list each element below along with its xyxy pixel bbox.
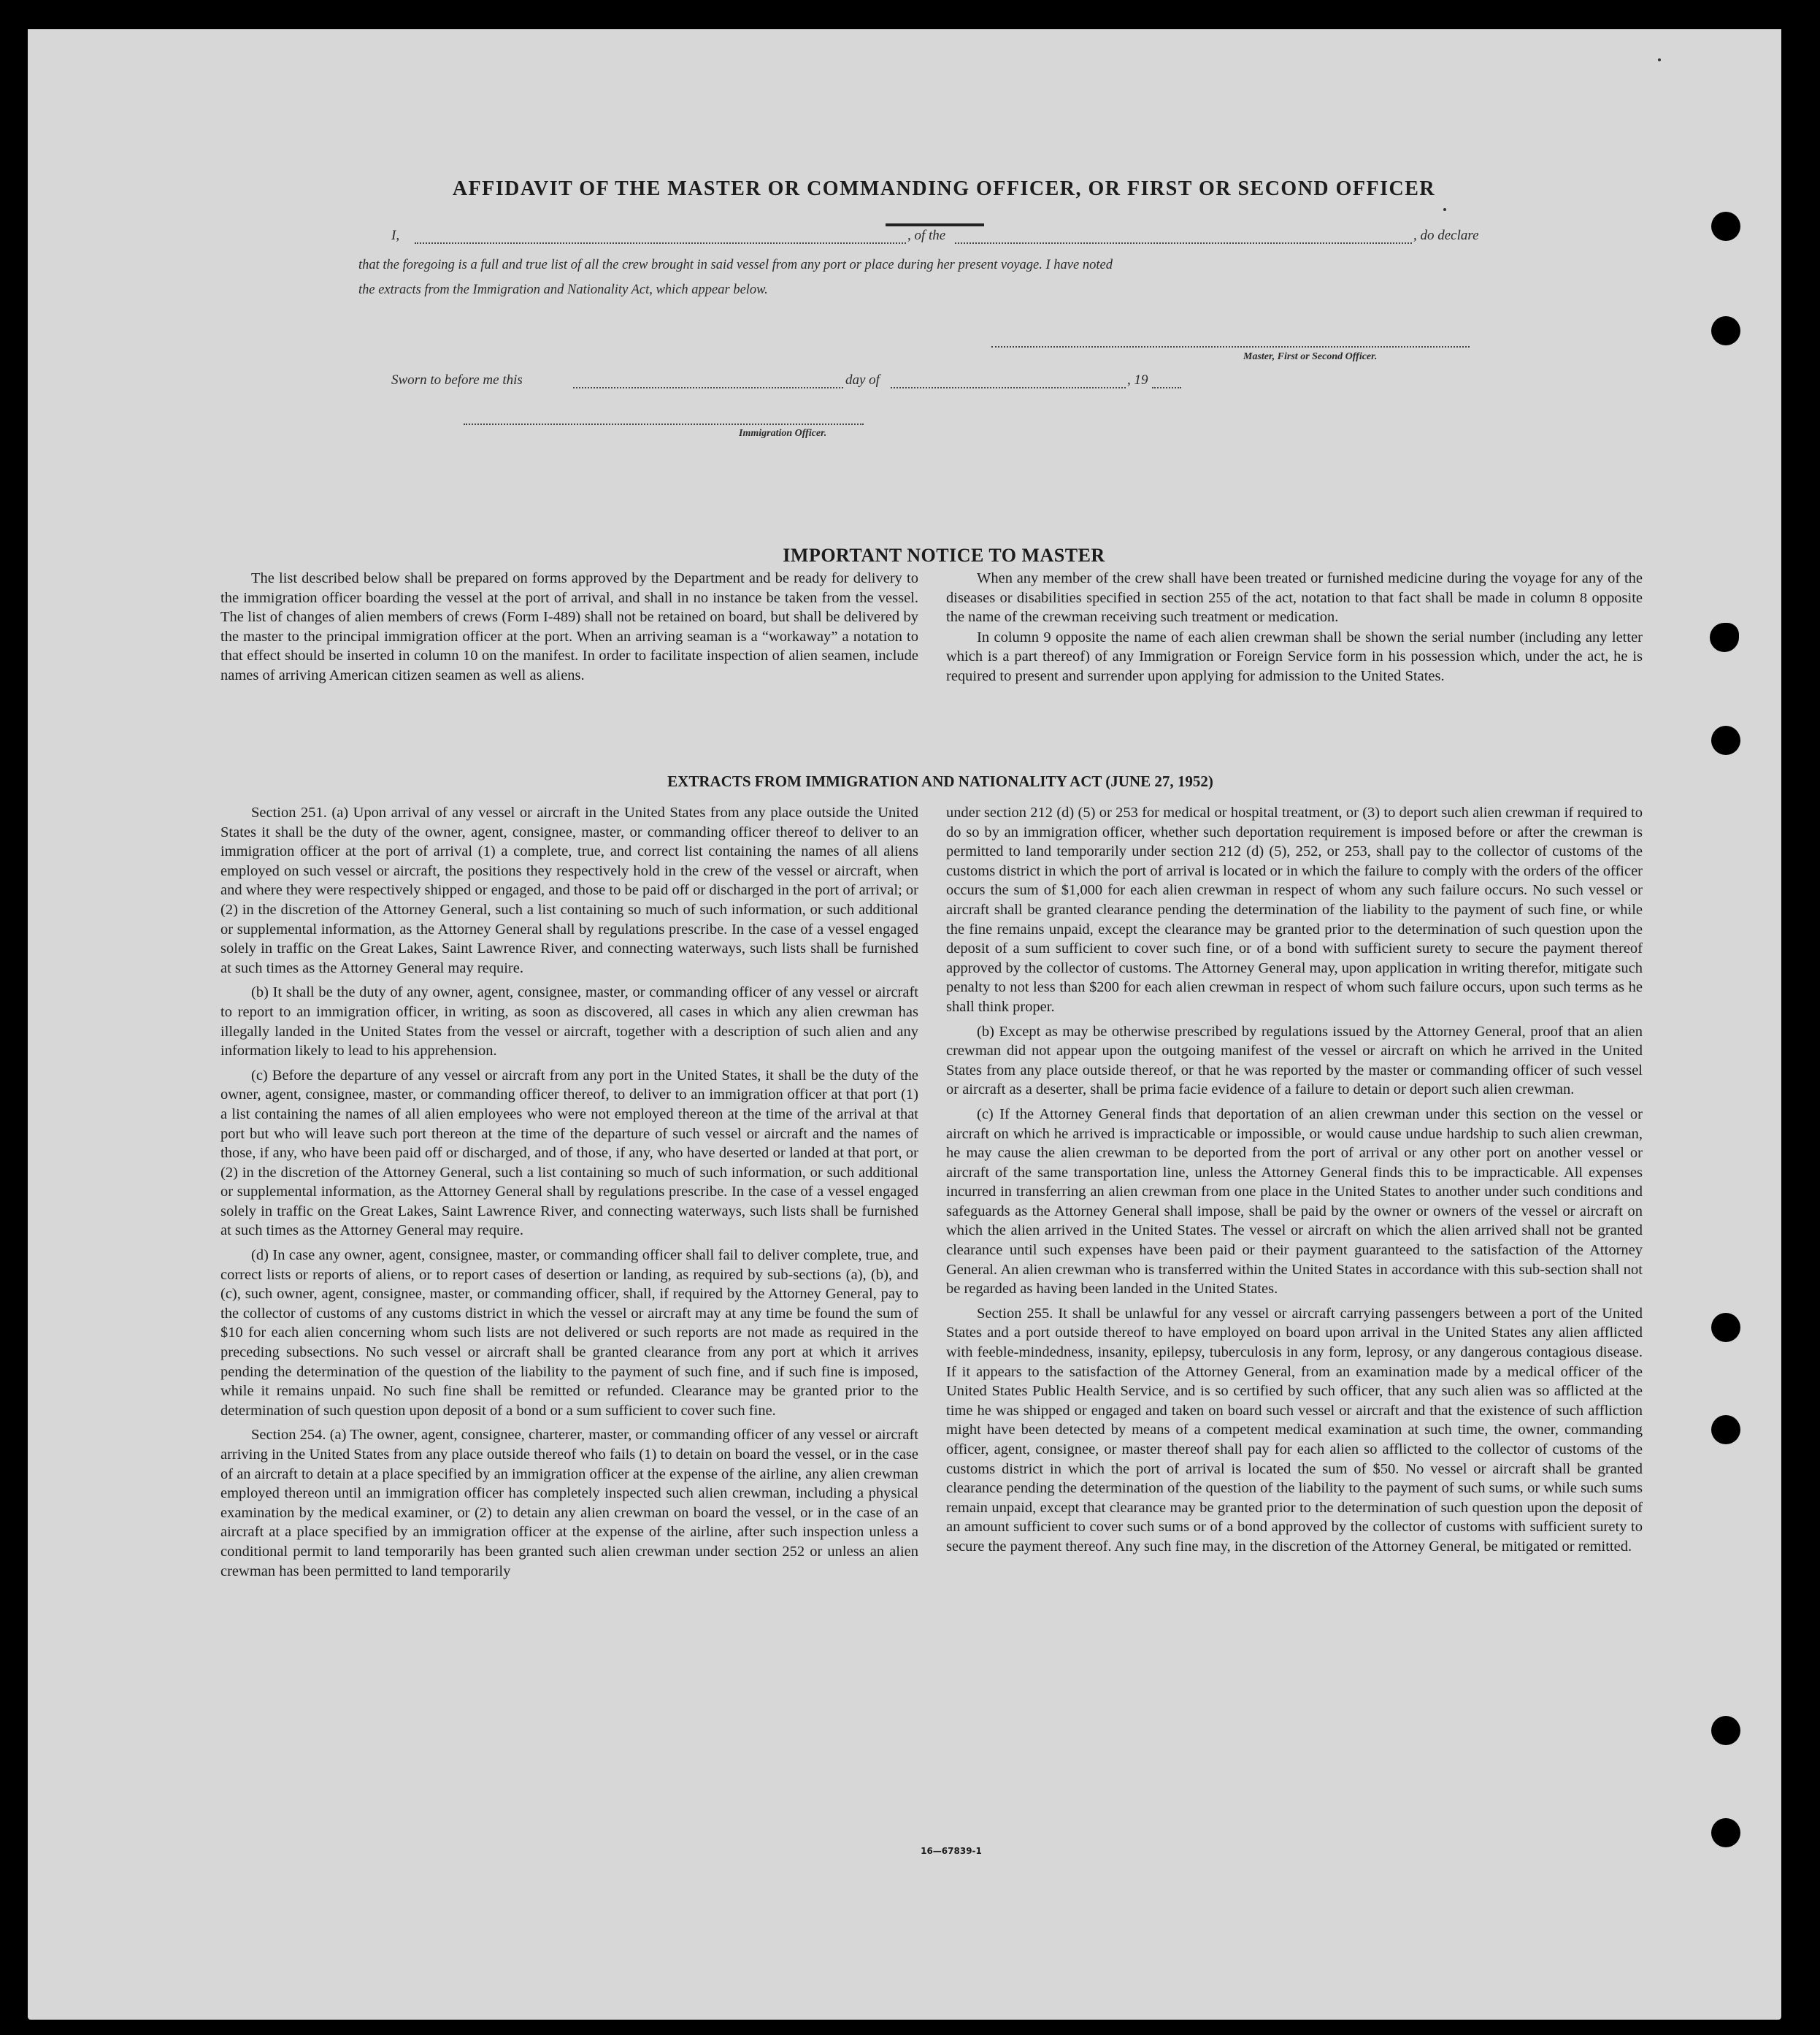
punch-hole xyxy=(1711,212,1740,241)
sworn-label: Sworn to before me this xyxy=(391,372,523,388)
master-signature-label: Master, First or Second Officer. xyxy=(1243,351,1378,362)
punch-hole xyxy=(1711,726,1740,755)
sworn-day-field[interactable] xyxy=(573,387,843,388)
section-251a: Section 251. (a) Upon arrival of any vessel or aircraft in the United States from any place outside the United States it shall be the duty of the owner, agent, consignee, master, or commanding officer thereof to deliver to an immigration officer at the port of arrival (1) a complete, true, and correct list containing the names of all aliens employed on such vessel or aircraft, the positions they respectively hold in the crew of the vessel or aircraft, when and where they were respectively shipped or engaged, and those to be paid off or discharged in the port of arrival; or (2) in the discretion of the Attorney General, such a list containing so much of such information, or such additional or supplemental information, as the Attorney General shall by regulations prescribe. In the case of a vessel engaged solely in traffic on the Great Lakes, Saint Lawrence River, and connecting waterways, such lists shall be furnished at such times as the Attorney General may require. xyxy=(220,805,918,976)
day-of-label: day of xyxy=(845,372,880,388)
title-rule xyxy=(886,223,984,226)
section-254c: (c) If the Attorney General finds that deportation of an alien crewman under this section on the vessel or aircraft on which he arrived is impracticable or impossible, or would cause undue hardship to such alien crewman, he may cause the alien crewman to be deported from the port of arrival or any other port on another vessel or aircraft of the same transportation line, unless the Attorney General finds this to be impracticable. All expenses incurred in transferring an alien crewman from one place in the United States to another under such conditions and safeguards as the Attorney General shall impose, shall be paid by the owner or owners of the vessel or aircraft on which the alien arrived in the United States. The vessel or aircraft on which the alien arrived shall not be granted clearance until such expenses have been paid or their payment guaranteed to the satisfaction of the Attorney General. An alien crewman who is transferred within the United States in accordance with this sub-section shall not be regarded as having been landed in the United States. xyxy=(946,1105,1643,1298)
section-254a-cont: under section 212 (d) (5) or 253 for medical or hospital treatment, or (3) to deport such alien crewman if required to do so by an immigration officer, whether such deportation requirement is imposed before or after the crewman is permitted to land temporarily under section 212 (d) (5), 252, or 253, shall pay to the collector of customs of the customs district in which the port of arrival is located or in which the failure to comply with the orders of the officer occurs the sum of $1,000 for each alien crewman in respect of whom any such failure occurs. No such vessel or aircraft shall be granted clearance pending the determination of the liability to the payment of such fine, or while the fine remains unpaid, except the clearance may be granted prior to the determination of such question upon the deposit of a sum sufficient to cover such fine, or of a bond with sufficient surety to secure the payment thereof approved by the collector of customs. The Attorney General may, upon application in writing therefor, mitigate such penalty to not less than $200 for each alien crewman in respect of whom such failure occurs, upon such terms as he shall think proper. xyxy=(946,805,1643,1015)
punch-hole xyxy=(1710,623,1739,652)
declarant-label: I, xyxy=(391,228,400,243)
vessel-name-field[interactable] xyxy=(955,242,1412,244)
form-number: 16—67839-1 xyxy=(921,1846,982,1856)
section-254b: (b) Except as may be otherwise prescribed by regulations issued by the Attorney General, proof that an alien crewman did not appear upon the outgoing manifest of the vessel or aircraft on which he arrived in the United States from any place outside thereof, or that he was reported by the master or commanding officer of such vessel or aircraft as a deserter, shall be prima facie evidence of a failure to detain or deport such alien crewman. xyxy=(946,1023,1643,1098)
section-254a: Section 254. (a) The owner, agent, consignee, charterer, master, or commanding officer of any vessel or aircraft arriving in the United States from any place outside thereof who fails (1) to detain on board the vessel, or in the case of an aircraft to detain at a place specified by an immigration officer at the expense of the airline, any alien crewman employed thereon until an immigration officer has completely inspected such alien crewman, including a physical examination by the medical examiner, or (2) to detain any alien crewman on board the vessel, or in the case of an aircraft at a place specified by an immigration officer at the expense of the airline, after such inspection unless a conditional permit to land temporarily has been granted such alien crewman under section 252 or unless an alien crewman has been permitted to land temporarily xyxy=(220,1427,918,1579)
officer-signature-field[interactable] xyxy=(464,424,864,425)
officer-signature-label: Immigration Officer. xyxy=(739,428,827,439)
notice-left-column xyxy=(220,569,918,691)
sworn-month-field[interactable] xyxy=(891,387,1126,388)
extracts-left-column xyxy=(220,803,918,1586)
year-label: , 19 xyxy=(1127,372,1148,388)
master-signature-field[interactable] xyxy=(991,346,1470,348)
punch-hole xyxy=(1711,1818,1740,1847)
extracts-title: EXTRACTS FROM IMMIGRATION AND NATIONALITY ACT (JUNE 27, 1952) xyxy=(667,773,1213,790)
affidavit-title: AFFIDAVIT OF THE MASTER OR COMMANDING OFFICER, OR FIRST OR SECOND OFFICER xyxy=(452,177,1436,200)
notice-title: IMPORTANT NOTICE TO MASTER xyxy=(783,545,1105,566)
section-251d: (d) In case any owner, agent, consignee, master, or commanding officer shall fail to deliver complete, true, and correct lists or reports of aliens, or to report cases of desertion or landing, as required by sub-sections (a), (b), and (c), such owner, agent, consignee, master, or commanding officer, shall, if required by the Attorney General, pay to the collector of customs of any customs district in which the vessel or aircraft may at any time be found the sum of $10 for each alien concerning whom such lists are not delivered or such reports are not made as required in the preceding subsections. No such vessel or aircraft shall be granted clearance from any port at which it arrives pending the determination of the question of the liability to the payment of such fine, and if such fine is imposed, while it remains unpaid. No such fine shall be remitted or refunded. Clearance may be granted prior to the determination of such question upon deposit of a bond or a sum sufficient to cover such fine. xyxy=(220,1247,918,1419)
section-251b: (b) It shall be the duty of any owner, agent, consignee, master, or commanding officer of any vessel or aircraft to report to an immigration officer, in writing, as soon as discovered, all cases in which any alien crewman has illegally landed in the United States from the vessel or aircraft, together with a description of such alien and any information likely to lead to his apprehension. xyxy=(220,984,918,1059)
vessel-label: , of the xyxy=(907,228,946,243)
sworn-year-field[interactable] xyxy=(1152,387,1181,388)
notice-paragraph: When any member of the crew shall have been treated or furnished medicine during the voyage for any of the diseases or disabilities specified in section 255 of the act, notation to that fact shall be made in column 8 opposite the name of the crewman receiving such treatment or medication. xyxy=(946,570,1643,626)
section-251c: (c) Before the departure of any vessel or aircraft from any port in the United States, it shall be the duty of the owner, agent, consignee, master, or commanding officer thereof, to deliver to an immigration officer at that port (1) a list containing the names of all alien employees who were not employed thereon at the time of the arrival at that port but who will leave such port thereon at the time of the departure of such vessel or aircraft and the names of those, if any, who have been paid off or discharged, and of those, if any, who have deserted or landed at that port, or (2) in the discretion of the Attorney General, such a list containing so much of such information, or such additional or supplemental information, as the Attorney General shall by regulations prescribe. In the case of a vessel engaged solely in traffic on the Great Lakes, Saint Lawrence River, and connecting waterways, such lists shall be furnished at such times as the Attorney General may require. xyxy=(220,1067,918,1239)
ink-speck xyxy=(1443,208,1446,211)
form-page xyxy=(28,29,1781,2020)
ink-speck xyxy=(1658,58,1661,61)
declare-label: , do declare xyxy=(1413,228,1479,243)
notice-right-column xyxy=(946,569,1643,691)
notice-paragraph: The list described below shall be prepared on forms approved by the Department and be ready for delivery to the immigration officer boarding the vessel at the port of arrival, and shall in no instance be taken from the vessel. The list of changes of alien members of crews (Form I-489) shall not be retained on board, but shall be delivered by the master to the principal immigration officer at the port. When an arriving seaman is a “workaway” a notation to that effect should be inserted in column 10 on the manifest. In order to facilitate inspection of alien seamen, include names of arriving American citizen seamen as well as aliens. xyxy=(220,570,918,683)
extracts-right-column xyxy=(946,803,1643,1562)
affidavit-statement: that the foregoing is a full and true list of all the crew brought in said vessel from any port or place during her present voyage. I have noted xyxy=(358,258,1113,272)
punch-hole xyxy=(1711,316,1740,345)
section-255: Section 255. It shall be unlawful for any vessel or aircraft carrying passengers between a port of the United States and a port outside thereof to have employed on board upon arrival in the United States any alien afflicted with feeble-mindedness, insanity, epilepsy, tuberculosis in any form, leprosy, or any dangerous contagious disease. If it appears to the satisfaction of the Attorney General, from an examination made by a medical officer of the United States Public Health Service, and is so certified by such officer, that any such alien was so afflicted at the time he was shipped or engaged and taken on board such vessel or aircraft and that the existence of such affliction might have been detected by means of a competent medical examination at such time, the owner, commanding officer, agent, consignee, or master thereof shall pay for each alien so afflicted to the collector of customs of the customs district in which the port of arrival is located the sum of $50. No vessel or aircraft shall be granted clearance pending the determination of the question of the liability to the payment of such sums, or while such sums remain unpaid, except that clearance may be granted prior to the determination of such question upon the deposit of an amount sufficient to cover such sums or of a bond approved by the collector of customs with sufficient surety to secure the payment thereof. Any such fine may, in the discretion of the Attorney General, be mitigated or remitted. xyxy=(946,1305,1643,1555)
punch-hole xyxy=(1711,1716,1740,1745)
notice-paragraph: In column 9 opposite the name of each alien crewman shall be shown the serial number (including any letter which is a part thereof) of any Immigration or Foreign Service form in his possession which, under the act, he is required to present and surrender upon applying for admission to the United States. xyxy=(946,629,1643,684)
punch-hole xyxy=(1711,1415,1740,1444)
punch-hole xyxy=(1711,1313,1740,1342)
affidavit-statement-cont: the extracts from the Immigration and Nationality Act, which appear below. xyxy=(358,283,768,297)
declarant-name-field[interactable] xyxy=(415,242,906,244)
